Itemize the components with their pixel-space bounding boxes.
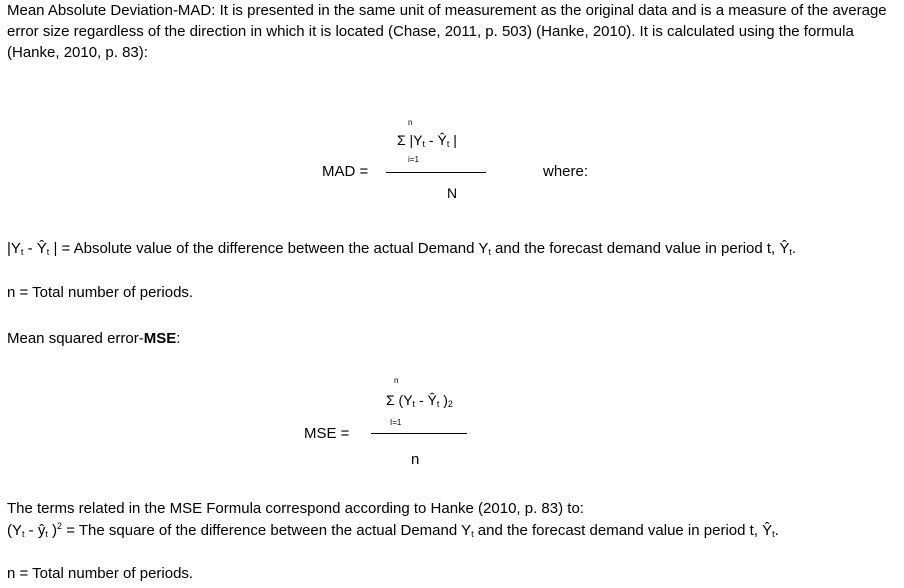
abs-definition: $|Y_t$ - $Ŷ_t$ | = Absolute value of the difference between the actual Demand $Y_t$ and the forecast demand value in period t, $Ŷ_t$.	[7, 240, 797, 257]
mad-sum-lower-limit: i=1	[408, 155, 419, 164]
mse-denominator: n	[411, 451, 420, 468]
terms-line: The terms related in the MSE Formula correspond according to Hanke (2010, p. 83) to:	[7, 500, 584, 517]
mse-sum-upper-limit: n	[394, 376, 399, 385]
mad-where: where:	[543, 163, 589, 180]
mse-label: MSE =	[304, 425, 350, 442]
mse-heading: Mean squared error-MSE:	[7, 330, 181, 347]
mse-numerator: Σ ($Y_t$ - $Ŷ_t$ )$_2$	[386, 392, 453, 409]
square-definition: ($Y_t$ - $ŷ_t$ )$^2$ = The square of the difference between the actual Demand $Y_t$ and the forecast demand value in period t, $Ŷ_t$.	[7, 521, 779, 539]
mad-denominator: N	[447, 185, 458, 201]
intro-paragraph: Mean Absolute Deviation-MAD: It is presented in the same unit of measurement as the original data and is a measure of the average error size regardless of the direction in which it is located (Chase, 2011, p. 503) (Hanke, 2010). It is calculated using the formula (Hanke, 2010, p. 83):	[7, 2, 887, 61]
mad-sum-upper-limit: n	[408, 118, 413, 127]
mad-numerator: Σ $|Y_t$ - $Ŷ_t$ |	[397, 132, 457, 149]
mse-sum-lower-limit: I=1	[390, 418, 402, 427]
mad-label: MAD =	[322, 163, 369, 180]
mad-fraction-bar	[386, 172, 486, 173]
mse-fraction-bar	[371, 433, 467, 434]
n-definition-1: n = Total number of periods.	[7, 284, 194, 301]
n-definition-2: n = Total number of periods.	[7, 565, 194, 582]
